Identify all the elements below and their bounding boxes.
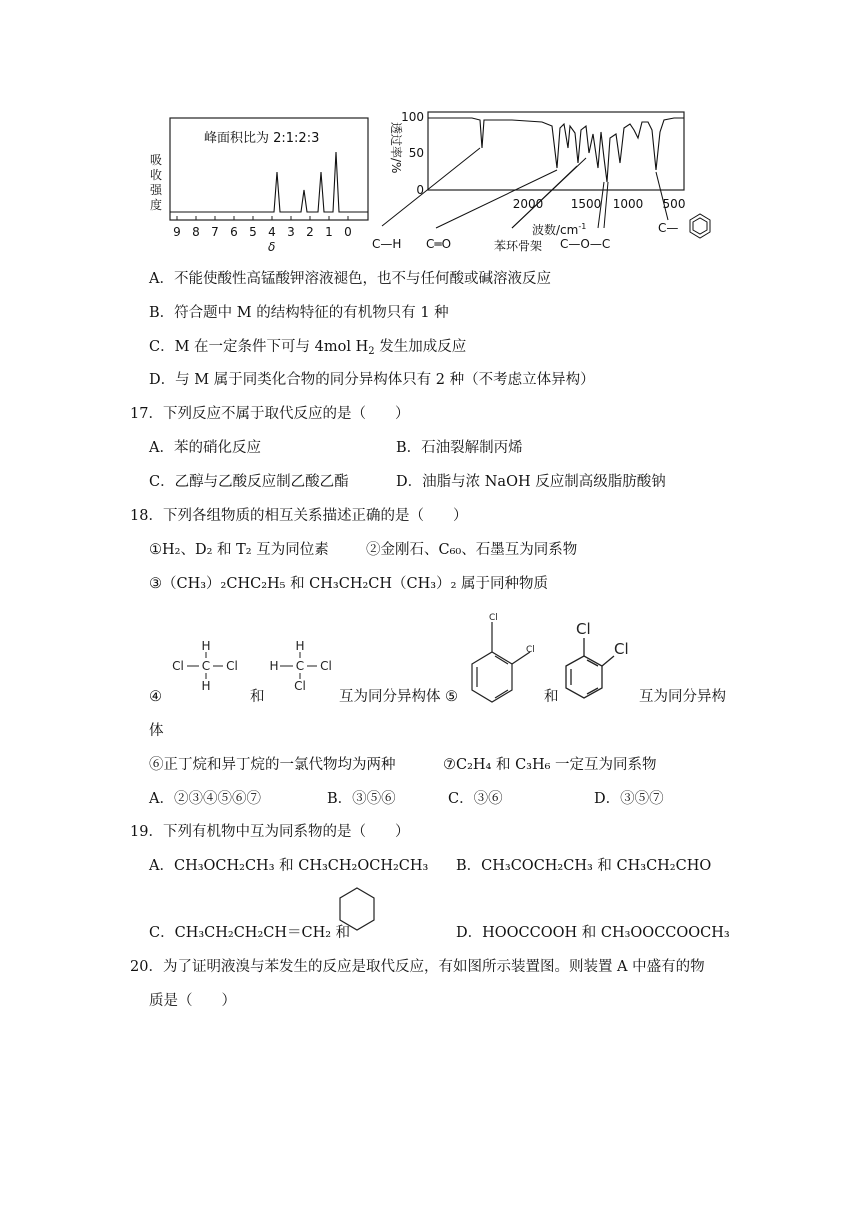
svg-text:0: 0 xyxy=(416,183,424,197)
svg-text:度: 度 xyxy=(150,198,163,212)
svg-text:100: 100 xyxy=(401,110,424,124)
q18-item-5-and: 和 xyxy=(544,689,559,705)
svg-text:强: 强 xyxy=(150,183,163,197)
svg-text:1500: 1500 xyxy=(570,197,602,211)
q17-stem: 17．下列反应不属于取代反应的是（ ） xyxy=(130,406,410,422)
ir-label-ch: C—H xyxy=(372,237,402,251)
ir-label-ring: 苯环骨架 xyxy=(494,239,543,253)
svg-text:2000: 2000 xyxy=(512,197,544,211)
q18-item-5-tail: 体 xyxy=(149,723,164,739)
svg-text:Cl: Cl xyxy=(320,659,332,673)
ir-yticks xyxy=(401,110,424,197)
ir-label-co: C═O xyxy=(426,237,452,251)
q18-item-3: ③（CH₃）₂CHC₂H₅ 和 CH₃CH₂CH（CH₃）₂ 属于同种物质 xyxy=(149,576,549,592)
dichloromethane-structure-a xyxy=(168,638,246,702)
ir-label-cph: C— xyxy=(658,221,679,235)
svg-text:7: 7 xyxy=(211,225,219,239)
svg-text:500: 500 xyxy=(662,197,686,211)
q19-option-a: A．CH₃OCH₂CH₃ 和 CH₃CH₂OCH₂CH₃ xyxy=(149,858,429,874)
nmr-spectrum xyxy=(146,112,372,254)
q20-stem-line-2: 质是（ ） xyxy=(149,993,236,1009)
cyclohexane-structure xyxy=(336,884,378,936)
ir-trace xyxy=(428,118,684,182)
chlorine-label: Cl xyxy=(489,613,498,623)
q18-item-4-text: 互为同分异构体 xyxy=(339,689,441,705)
svg-text:9: 9 xyxy=(173,225,181,239)
svg-text:Cl: Cl xyxy=(226,659,238,673)
svg-text:8: 8 xyxy=(192,225,200,239)
q18-option-b: B．③⑤⑥ xyxy=(327,791,396,807)
ir-label-coc: C—O—C xyxy=(560,237,611,251)
svg-text:Cl: Cl xyxy=(294,679,306,693)
svg-text:Cl: Cl xyxy=(172,659,184,673)
q16-option-d: D．与 M 属于同类化合物的同分异构体只有 2 种（不考虑立体异构） xyxy=(149,372,595,388)
q16-option-c: C．M 在一定条件下可与 4mol $H_2$ 发生加成反应 xyxy=(149,339,467,357)
chlorine-label: Cl xyxy=(526,645,535,655)
svg-text:2: 2 xyxy=(306,225,314,239)
q17-option-d: D．油脂与浓 NaOH 反应制高级脂肪酸钠 xyxy=(396,474,666,490)
q17-option-b: B．石油裂解制丙烯 xyxy=(396,440,523,456)
svg-text:0: 0 xyxy=(344,225,352,239)
ir-ylabel: 透过率/% xyxy=(389,122,403,174)
q17-option-a: A．苯的硝化反应 xyxy=(149,440,261,456)
q18-option-c: C．③⑥ xyxy=(448,791,503,807)
q16-option-a: A．不能使酸性高锰酸钾溶液褪色，也不与任何酸或碱溶液反应 xyxy=(149,271,551,287)
ir-xticks xyxy=(513,197,686,211)
q18-option-a: A．②③④⑤⑥⑦ xyxy=(149,791,261,807)
svg-text:50: 50 xyxy=(408,146,424,160)
dichloromethane-structure-b xyxy=(266,638,344,702)
svg-text:3: 3 xyxy=(287,225,295,239)
svg-text:1: 1 xyxy=(325,225,333,239)
dichlorobenzene-structure-b xyxy=(558,614,644,706)
svg-text:6: 6 xyxy=(230,225,238,239)
q19-option-d: D．HOOCCOOH 和 CH₃OOCCOOCH₃ xyxy=(456,925,730,941)
q16-option-b: B．符合题中 M 的结构特征的有机物只有 1 种 xyxy=(149,305,449,321)
svg-text:H: H xyxy=(201,639,211,653)
svg-text:C: C xyxy=(201,659,211,673)
q19-stem: 19．下列有机物中互为同系物的是（ ） xyxy=(130,824,410,840)
q18-item-6: ⑥正丁烷和异丁烷的一氯代物均为两种 xyxy=(149,757,396,773)
q19-option-c: C．CH₃CH₂CH₂CH＝CH₂ 和 xyxy=(149,925,351,941)
svg-text:1000: 1000 xyxy=(612,197,644,211)
svg-text:H: H xyxy=(295,639,305,653)
q18-item-2: ②金刚石、C₆₀、石墨互为同系物 xyxy=(366,542,578,558)
svg-text:5: 5 xyxy=(249,225,257,239)
nmr-ylabel xyxy=(150,153,163,212)
chlorine-label: Cl xyxy=(614,640,629,658)
q18-item-1: ①H₂、D₂ 和 T₂ 互为同位素 xyxy=(149,542,329,558)
q18-item-5-text: 互为同分异构 xyxy=(639,689,726,705)
q18-option-d: D．③⑤⑦ xyxy=(594,791,664,807)
svg-text:收: 收 xyxy=(150,168,163,182)
nmr-xlabel: δ xyxy=(268,240,276,254)
nmr-annotation: 峰面积比为 2:1:2:3 xyxy=(204,131,320,146)
q18-item-7: ⑦C₂H₄ 和 C₃H₆ 一定互为同系物 xyxy=(443,757,657,773)
q18-item-5-number: ⑤ xyxy=(445,689,458,705)
chlorine-label: Cl xyxy=(576,620,591,638)
svg-text:4: 4 xyxy=(268,225,276,239)
nmr-trace xyxy=(170,152,368,212)
nmr-xticks xyxy=(173,225,352,239)
q19-option-b: B．CH₃COCH₂CH₃ 和 CH₃CH₂CHO xyxy=(456,858,712,874)
q18-item-4-number: ④ xyxy=(149,689,162,705)
q20-stem-line-1: 20．为了证明液溴与苯发生的反应是取代反应，有如图所示装置图。则装置 A 中盛有的物 xyxy=(130,959,705,975)
svg-text:H: H xyxy=(201,679,211,693)
svg-text:吸: 吸 xyxy=(150,153,163,167)
ir-spectrum xyxy=(372,108,740,258)
ir-xlabel: 波数$/cm^{-1}$ xyxy=(532,222,587,237)
q18-stem: 18．下列各组物质的相互关系描述正确的是（ ） xyxy=(130,508,468,524)
svg-text:H: H xyxy=(269,659,279,673)
benzene-ring-icon xyxy=(690,214,710,238)
svg-text:C: C xyxy=(295,659,305,673)
q18-item-4-and: 和 xyxy=(250,689,265,705)
q17-option-c: C．乙醇与乙酸反应制乙酸乙酯 xyxy=(149,474,349,490)
dichlorobenzene-structure-a xyxy=(462,612,548,720)
